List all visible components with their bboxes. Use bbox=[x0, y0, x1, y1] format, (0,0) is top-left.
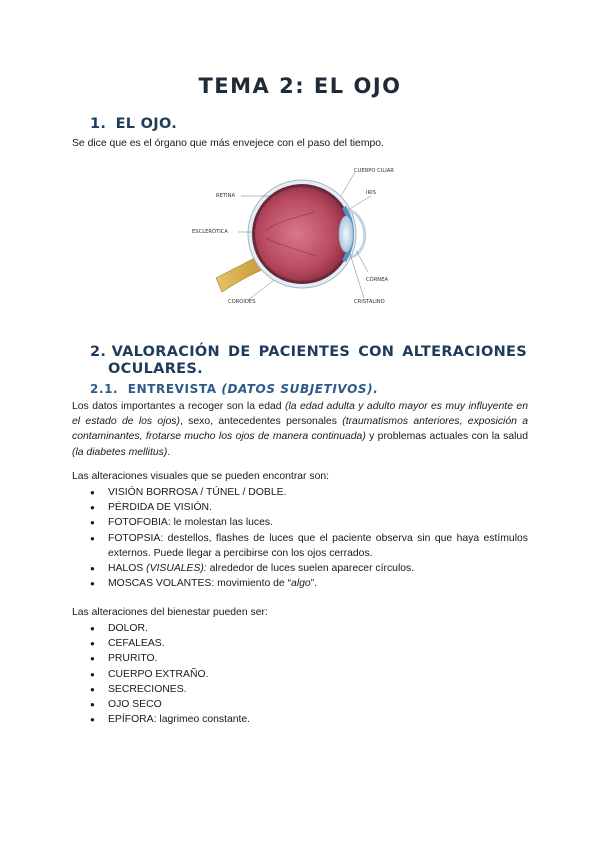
subsection-2-1-subtitle: (DATOS SUBJETIVOS). bbox=[221, 382, 379, 396]
section-1-title: EL OJO. bbox=[115, 116, 178, 132]
visual-alterations-intro: Las alteraciones visuales que se pueden encontrar son: bbox=[72, 471, 330, 482]
section-1-text: Se dice que es el órgano que más envejece con el paso del tiempo. bbox=[72, 138, 384, 149]
list-item: ● CEFALEAS. bbox=[90, 636, 528, 651]
list-item: ● EPÍFORA: lagrimeo constante. bbox=[90, 712, 528, 727]
wellbeing-alterations-list bbox=[90, 621, 528, 727]
section-1-number: 1. bbox=[90, 116, 107, 132]
label-esclerotica: ESCLERÓTICA bbox=[192, 229, 228, 235]
wellbeing-alterations-intro: Las alteraciones del bienestar pueden ser: bbox=[72, 607, 268, 618]
eye-anatomy-diagram bbox=[186, 160, 416, 310]
page-title: TEMA 2: EL OJO bbox=[198, 74, 402, 98]
section-1-heading bbox=[90, 116, 177, 132]
subsection-2-1-title: ENTREVISTA bbox=[127, 382, 217, 396]
list-item: ● CUERPO EXTRAÑO. bbox=[90, 667, 528, 682]
section-2-title-line2: OCULARES. bbox=[108, 361, 203, 377]
list-item: ● PRURITO. bbox=[90, 651, 528, 666]
subsection-2-1-number: 2.1. bbox=[90, 382, 119, 396]
list-item: ● SECRECIONES. bbox=[90, 682, 528, 697]
interview-paragraph: Los datos importantes a recoger son la edad (la edad adulta y adulto mayor es muy influyente en el estado de los ojos), sexo, antecedentes personales (traumatismos anteriores, exposición a contaminantes, frotarse mucho los ojos de manera continuada) y problemas actuales con la salud (la diabetes mellitus). bbox=[72, 401, 529, 458]
label-iris: IRIS bbox=[366, 190, 376, 196]
list-item: ● MOSCAS VOLANTES: movimiento de “algo”. bbox=[90, 576, 528, 591]
section-2-title-line1: 2. VALORACIÓN bbox=[90, 344, 220, 360]
list-item: ● PÉRDIDA DE VISIÓN. bbox=[90, 500, 528, 515]
list-item: ● FOTOFOBIA: le molestan las luces. bbox=[90, 515, 528, 530]
visual-alterations-list bbox=[90, 485, 528, 591]
list-item: ● OJO SECO bbox=[90, 697, 528, 712]
label-cornea: CÓRNEA bbox=[366, 277, 389, 283]
label-retina: RETINA bbox=[216, 193, 236, 199]
list-item: ● HALOS (VISUALES): alrededor de luces suelen aparecer círculos. bbox=[90, 561, 528, 576]
lens-shape bbox=[339, 216, 353, 252]
list-item: ● VISIÓN BORROSA / TÚNEL / DOBLE. bbox=[90, 485, 528, 500]
eyeball-shape bbox=[255, 187, 349, 281]
label-coroides: COROIDES bbox=[228, 299, 256, 305]
label-cuerpo-ciliar: CUERPO CILIAR bbox=[354, 168, 394, 174]
section-2-number: 2. bbox=[90, 344, 107, 360]
subsection-2-1-heading bbox=[90, 382, 378, 396]
list-item: ● DOLOR. bbox=[90, 621, 528, 636]
list-item: ● FOTOPSIA: destellos, flashes de luces que el paciente observa sin que haya estímulos externos. Puede llegar a percibirse con los ojos cerrados. bbox=[90, 531, 528, 561]
section-2-heading: 2. VALORACIÓN DE PACIENTES CON ALTERACIONES OCULARES. bbox=[90, 344, 527, 377]
label-cristalino: CRISTALINO bbox=[354, 299, 385, 305]
